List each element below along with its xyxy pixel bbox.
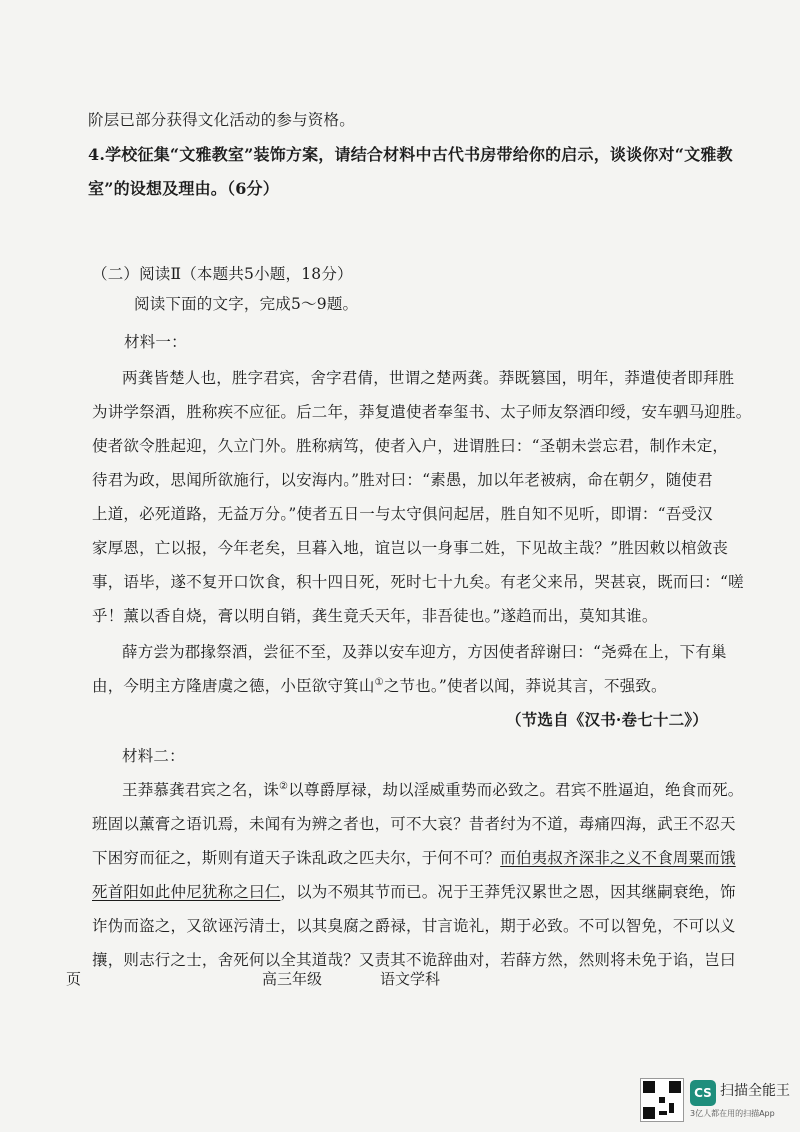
line-text: 以尊爵厚禄，劫以淫威重势而必致之。君宾不胜逼迫，绝食而死。 xyxy=(288,781,744,799)
underlined-sentence: 死首阳如此仲尼犹称之曰仁 xyxy=(92,883,281,901)
line-text: ，以为不殒其节而已。况于王莽凭汉累世之恩，因其继嗣衰绝，饰 xyxy=(280,883,736,901)
passage-line: 为讲学祭酒，胜称疾不应征。后二年，莽复遣使者奉玺书、太子师友祭酒印绶，安车驷马迎胜。 xyxy=(92,403,752,421)
passage-line: 上道，必死道路，无益万分。”使者五日一与太守俱问起居，胜自知不见听，即谓：“吾受汉 xyxy=(92,505,713,523)
passage-line: 诈伪而盗之，又欲诬污清士，以其臭腐之爵禄，甘言诡礼，期于必致。不可以智免，不可以义 xyxy=(92,917,736,935)
camscanner-logo-icon: CS xyxy=(690,1080,716,1106)
text-line-1: 阶层已部分获得文化活动的参与资格。 xyxy=(88,111,355,129)
footnote-marker: ② xyxy=(279,780,289,792)
source-citation: （节选自《汉书·卷七十二》） xyxy=(506,710,708,729)
watermark-subtitle: 3亿人都在用的扫描App xyxy=(690,1109,775,1118)
passage-line: 班固以薰膏之语讥焉，未闻有为辨之者也，可不大哀？昔者纣为不道，毒痛四海，武王不忍天 xyxy=(92,815,736,833)
footnote-marker: ① xyxy=(374,676,384,688)
passage-line: 两龚皆楚人也，胜字君宾，舍字君倩，世谓之楚两龚。莽既篡国，明年，莽遣使者即拜胜 xyxy=(122,369,735,387)
section-heading: （二）阅读Ⅱ（本题共5小题，18分） xyxy=(92,265,353,283)
passage-line: 事，语毕，遂不复开口饮食，积十四日死，死时七十九矣。有老父来吊，哭甚哀，既而曰：“嗟 xyxy=(92,573,744,591)
line-text: 下困穷而征之，斯则有道天子诛乱政之匹夫尔，于何不可？ xyxy=(92,849,501,867)
passage-line xyxy=(122,778,744,800)
passage-line xyxy=(92,880,736,902)
underlined-sentence: 而伯夷叔齐深非之义不食周粟而饿 xyxy=(500,849,736,867)
material-1-label: 材料一： xyxy=(124,333,187,351)
line-text: 之节也。”使者以闻，莽说其言，不强致。 xyxy=(383,677,667,695)
watermark-brand: 扫描全能王 xyxy=(720,1083,790,1099)
footer-grade: 高三年级 xyxy=(262,970,323,988)
footer-subject: 语文学科 xyxy=(380,970,441,988)
passage-line: 使者欲令胜起迎，久立门外。胜称病笃，使者入户，进谓胜曰：“圣朝未尝忘君，制作未定， xyxy=(92,437,729,455)
line-text: 由，今明主方隆唐虞之德，小臣欲守箕山 xyxy=(92,677,375,695)
question-4: 4.学校征集“文雅教室”装饰方案，请结合材料中古代书房带给你的启示，谈谈你对“文雅教 xyxy=(88,145,733,164)
footer-page: 页 xyxy=(66,970,82,988)
passage-line: 待君为政，思闻所欲施行，以安海内。”胜对曰：“素愚，加以年老被病，命在朝夕，随使君 xyxy=(92,471,713,489)
passage-line: 家厚恩，亡以报，今年老矣，旦暮入地，谊岂以一身事二姓，下见故主哉？”胜因敕以棺敛丧 xyxy=(92,539,729,557)
passage-line: 薛方尝为郡掾祭酒，尝征不至，及莽以安车迎方，方因使者辞谢曰：“尧舜在上，下有巢 xyxy=(122,643,727,661)
passage-line: 乎！薰以香自烧，膏以明自销，龚生竟夭天年，非吾徒也。”遂趋而出，莫知其谁。 xyxy=(92,607,658,625)
line-text: 王莽慕龚君宾之名，诛 xyxy=(122,781,280,799)
passage-line xyxy=(92,846,736,868)
question-4-cont: 室”的设想及理由。（6分） xyxy=(88,179,279,198)
instruction: 阅读下面的文字，完成5～9题。 xyxy=(134,295,359,313)
passage-line: 攘，则志行之士，舍死何以全其道哉？又责其不诡辞曲对，若薛方然，然则将未免于谄，岂曰 xyxy=(92,951,736,969)
passage-line xyxy=(92,674,667,696)
material-2-label: 材料二： xyxy=(122,747,185,765)
qr-code-icon xyxy=(640,1078,684,1122)
